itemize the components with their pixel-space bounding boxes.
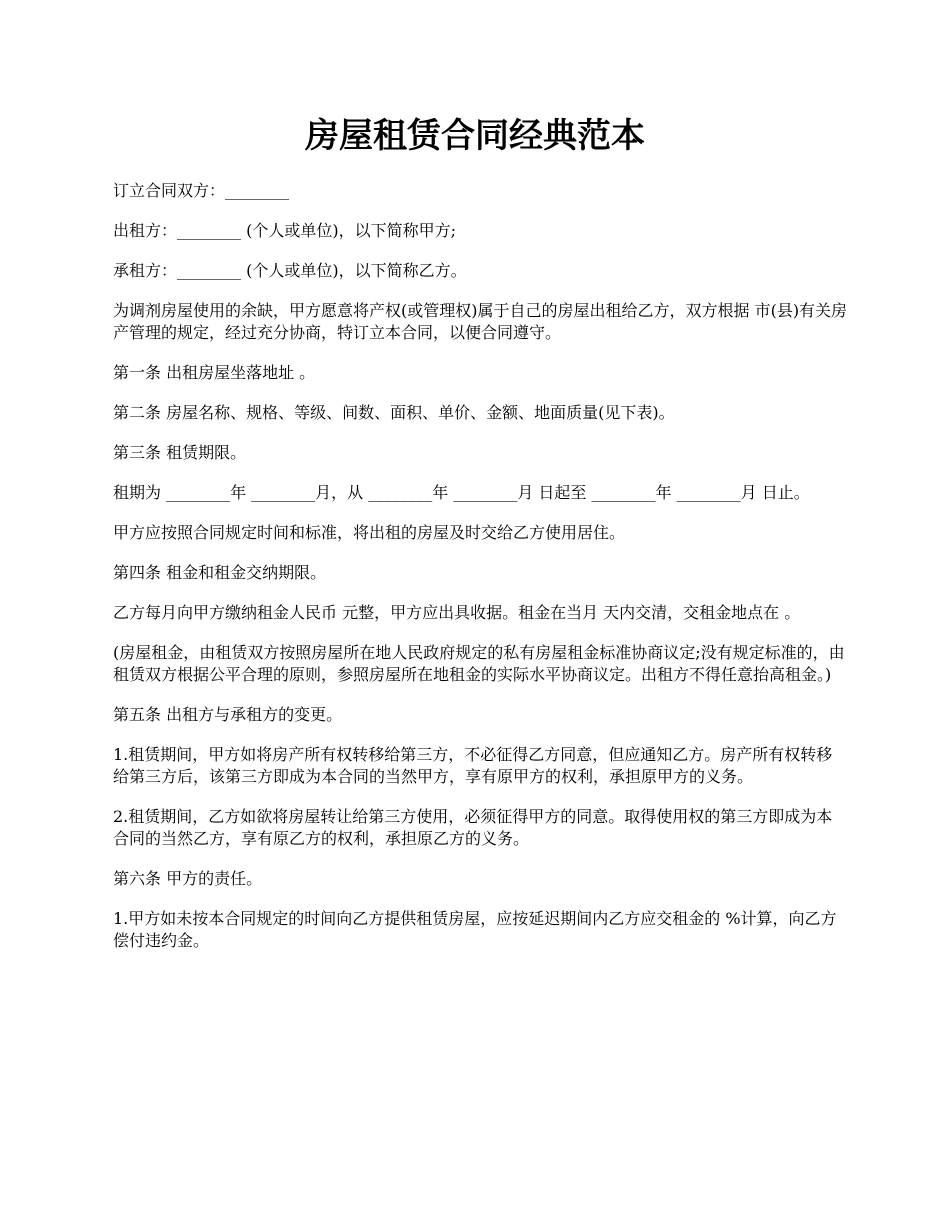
- paragraph-preamble: 为调剂房屋使用的余缺，甲方愿意将产权(或管理权)属于自己的房屋出租给乙方，双方根据 市(县)有关房产管理的规定，经过充分协商，特订立本合同，以便合同遵守。: [113, 301, 848, 342]
- paragraph-rent-payment: 乙方每月向甲方缴纳租金人民币 元整，甲方应出具收据。租金在当月 天内交清，交租金地点在 。: [113, 603, 801, 622]
- paragraph-lessee: 承租方：________ (个人或单位)，以下简称乙方。: [113, 261, 467, 280]
- article-4-heading: 第四条 租金和租金交纳期限。: [113, 563, 327, 582]
- paragraph-handover: 甲方应按照合同规定时间和标准，将出租的房屋及时交给乙方使用居住。: [113, 523, 626, 542]
- paragraph-parties: 订立合同双方：________: [113, 181, 290, 200]
- document-body: [113, 180, 848, 970]
- article-2-heading: 第二条 房屋名称、规格、等级、间数、面积、单价、金额、地面质量(见下表)。: [113, 403, 675, 422]
- paragraph-article-5-item-2: 2.租赁期间，乙方如欲将房屋转让给第三方使用，必须征得甲方的同意。取得使用权的第三方即成为本合同的当然乙方，享有原乙方的权利，承担原乙方的义务。: [113, 807, 833, 848]
- document-title: 房屋租赁合同经典范本: [305, 116, 645, 156]
- article-1-heading: 第一条 出租房屋坐落地址 。: [113, 363, 316, 382]
- article-3-heading: 第三条 租赁期限。: [113, 443, 247, 462]
- paragraph-article-5-item-1: 1.租赁期间，甲方如将房产所有权转移给第三方，不必征得乙方同意，但应通知乙方。房产所有权转移给第三方后，该第三方即成为本合同的当然甲方，享有原甲方的权利，承担原甲方的义务。: [113, 745, 833, 786]
- paragraph-rent-note: (房屋租金，由租赁双方按照房屋所在地人民政府规定的私有房屋租金标准协商议定;没有规定标准的，由租赁双方根据公平合理的原则，参照房屋所在地租金的实际水平协商议定。出租方不得任意抬高租金。): [113, 643, 845, 684]
- paragraph-lease-term: 租期为 ________年 ________月，从 ________年 ________月 日起至 ________年 ________月 日止。: [113, 483, 810, 502]
- article-6-heading: 第六条 甲方的责任。: [113, 869, 263, 888]
- paragraph-article-6-item-1: 1.甲方如未按本合同规定的时间向乙方提供租赁房屋，应按延迟期间内乙方应交租金的 %计算，向乙方偿付违约金。: [113, 909, 837, 950]
- paragraph-lessor: 出租方：________ (个人或单位)，以下简称甲方;: [113, 221, 456, 240]
- article-5-heading: 第五条 出租方与承租方的变更。: [113, 705, 343, 724]
